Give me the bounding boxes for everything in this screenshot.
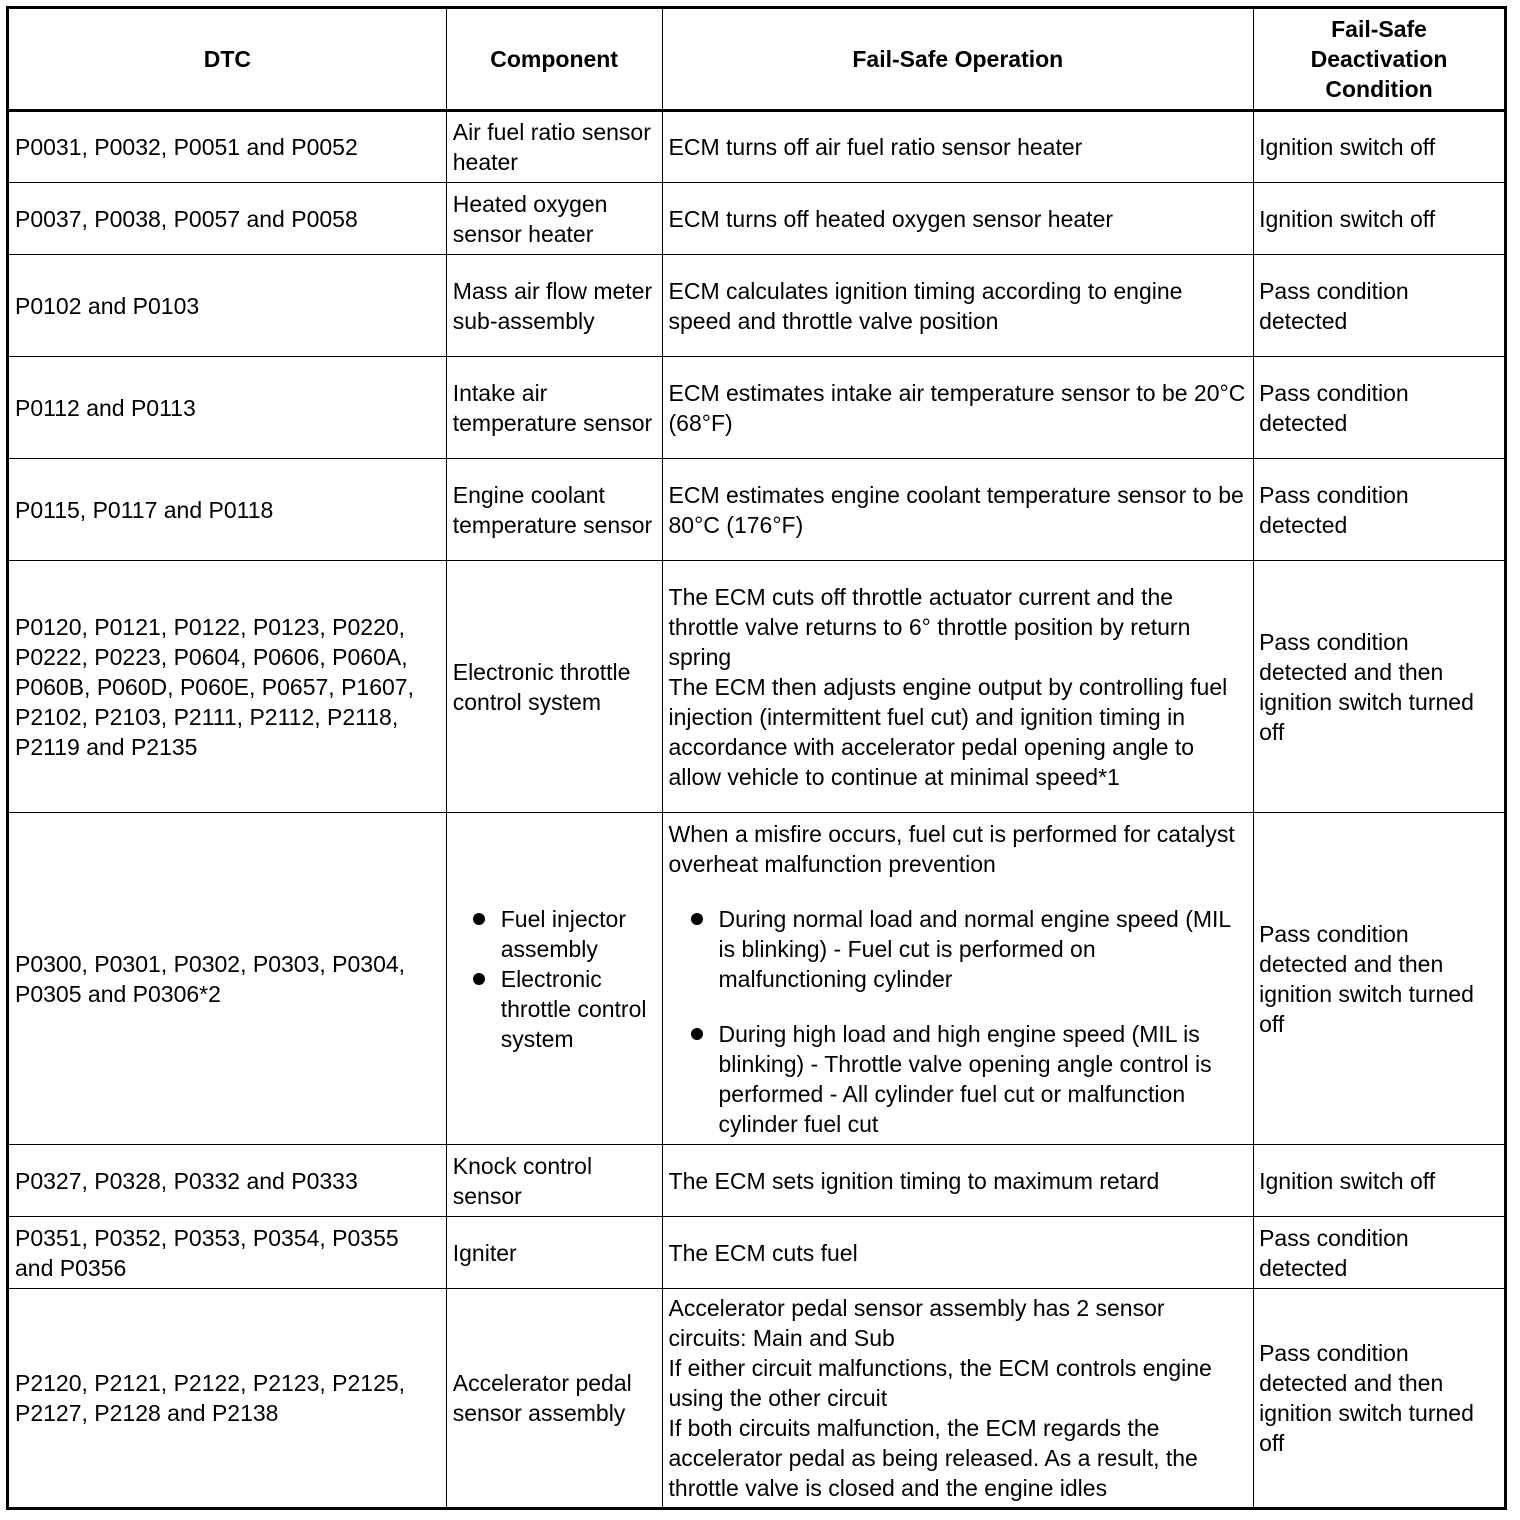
component-cell: Intake air temperature sensor (446, 357, 662, 459)
deactivation-cell: Pass condition detected (1254, 459, 1506, 561)
operation-cell: ECM estimates engine coolant temperature sensor to be 80°C (176°F) (662, 459, 1254, 561)
header-dtc: DTC (8, 8, 447, 111)
operation-cell: ECM calculates ignition timing according to engine speed and throttle valve position (662, 255, 1254, 357)
table-row (8, 561, 1506, 813)
deactivation-cell: Pass condition detected (1254, 1217, 1506, 1289)
dtc-cell: P0037, P0038, P0057 and P0058 (8, 183, 447, 255)
deactivation-cell: Pass condition detected and then ignition switch turned off (1254, 1289, 1506, 1509)
header-row (8, 8, 1506, 111)
operation-cell: ECM estimates intake air temperature sensor to be 20°C (68°F) (662, 357, 1254, 459)
operation-cell: The ECM cuts fuel (662, 1217, 1254, 1289)
component-cell: Mass air flow meter sub-assembly (446, 255, 662, 357)
table-row (8, 1289, 1506, 1509)
component-cell: Knock control sensor (446, 1145, 662, 1217)
dtc-cell: P0300, P0301, P0302, P0303, P0304, P0305 and P0306*2 (8, 813, 447, 1145)
operation-line: If either circuit malfunctions, the ECM controls engine using the other circuit (668, 1355, 1212, 1411)
component-cell: Engine coolant temperature sensor (446, 459, 662, 561)
table-row (8, 255, 1506, 357)
deactivation-cell: Pass condition detected and then ignition switch turned off (1254, 813, 1506, 1145)
table-row (8, 813, 1506, 1145)
operation-cell: The ECM sets ignition timing to maximum retard (662, 1145, 1254, 1217)
component-list (451, 904, 658, 1054)
dtc-cell: P0115, P0117 and P0118 (8, 459, 447, 561)
operation-line: The ECM cuts off throttle actuator current and the throttle valve returns to 6° throttle position by return spring (668, 583, 1191, 670)
operation-intro: When a misfire occurs, fuel cut is performed for catalyst overheat malfunction prevention (668, 820, 1235, 877)
list-item: Fuel injector assembly (451, 904, 658, 964)
component-cell (446, 813, 662, 1145)
dtc-cell: P0351, P0352, P0353, P0354, P0355 and P0356 (8, 1217, 447, 1289)
deactivation-cell: Pass condition detected and then ignition switch turned off (1254, 561, 1506, 813)
deactivation-cell: Pass condition detected (1254, 255, 1506, 357)
list-item: During normal load and normal engine speed (MIL is blinking) - Fuel cut is performed on malfunctioning cylinder (669, 904, 1248, 994)
table-row (8, 111, 1506, 183)
fail-safe-table (6, 6, 1507, 1510)
deactivation-cell: Ignition switch off (1254, 1145, 1506, 1217)
table-row (8, 1217, 1506, 1289)
operation-cell: ECM turns off heated oxygen sensor heater (662, 183, 1254, 255)
list-item: During high load and high engine speed (MIL is blinking) - Throttle valve opening angle control is performed - All cylinder fuel cut or malfunction cylinder fuel cut (669, 1019, 1248, 1139)
table-row (8, 357, 1506, 459)
deactivation-cell: Ignition switch off (1254, 183, 1506, 255)
component-cell: Igniter (446, 1217, 662, 1289)
component-cell: Accelerator pedal sensor assembly (446, 1289, 662, 1509)
list-item: Electronic throttle control system (451, 964, 658, 1054)
operation-cell: ECM turns off air fuel ratio sensor heater (662, 111, 1254, 183)
header-component: Component (446, 8, 662, 111)
operation-cell (662, 561, 1254, 813)
header-deactivation: Fail-Safe Deactivation Condition (1254, 8, 1506, 111)
dtc-cell: P0112 and P0113 (8, 357, 447, 459)
operation-list (669, 904, 1248, 1139)
table-row (8, 459, 1506, 561)
dtc-cell: P2120, P2121, P2122, P2123, P2125, P2127, P2128 and P2138 (8, 1289, 447, 1509)
operation-cell (662, 1289, 1254, 1509)
dtc-cell: P0102 and P0103 (8, 255, 447, 357)
dtc-cell: P0327, P0328, P0332 and P0333 (8, 1145, 447, 1217)
component-cell: Electronic throttle control system (446, 561, 662, 813)
table-row (8, 1145, 1506, 1217)
table-row (8, 183, 1506, 255)
operation-line: Accelerator pedal sensor assembly has 2 sensor circuits: Main and Sub (668, 1295, 1165, 1351)
component-cell: Heated oxygen sensor heater (446, 183, 662, 255)
component-cell: Air fuel ratio sensor heater (446, 111, 662, 183)
operation-line: The ECM then adjusts engine output by controlling fuel injection (intermittent fuel cut) and ignition timing in accordance with accelerator pedal opening angle to allow vehicle to continue at minimal speed*1 (668, 673, 1228, 790)
deactivation-cell: Ignition switch off (1254, 111, 1506, 183)
dtc-cell: P0031, P0032, P0051 and P0052 (8, 111, 447, 183)
header-operation: Fail-Safe Operation (662, 8, 1254, 111)
dtc-cell: P0120, P0121, P0122, P0123, P0220, P0222, P0223, P0604, P0606, P060A, P060B, P060D, P060E, P0657, P1607, P2102, P2103, P2111, P2112, P2118, P2119 and P2135 (8, 561, 447, 813)
operation-cell (662, 813, 1254, 1145)
operation-line: If both circuits malfunction, the ECM regards the accelerator pedal as being released. As a result, the throttle valve is closed and the engine idles (668, 1415, 1198, 1501)
deactivation-cell: Pass condition detected (1254, 357, 1506, 459)
